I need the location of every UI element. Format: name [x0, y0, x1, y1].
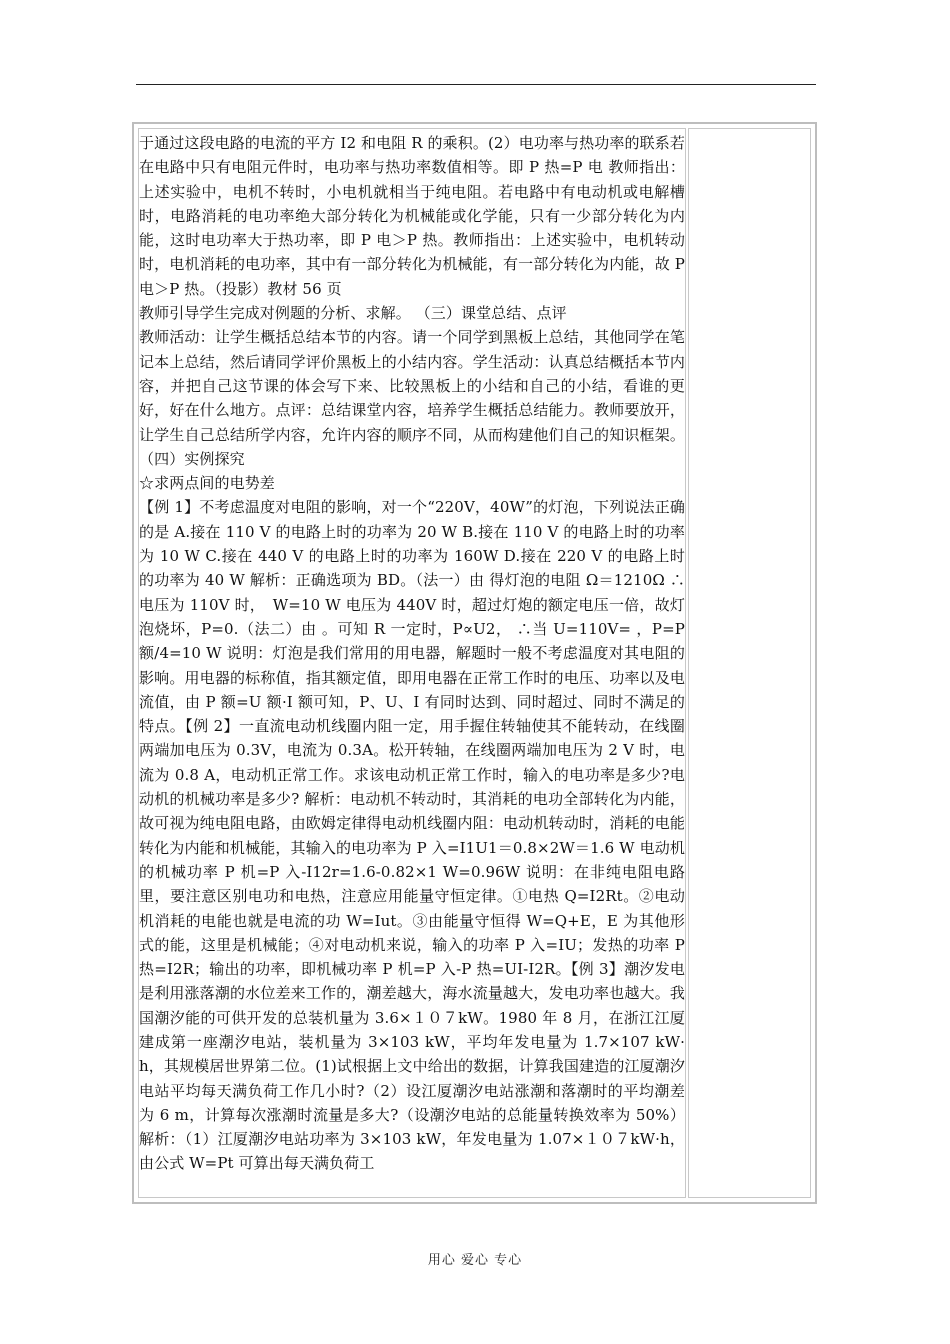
paragraph-2: 教师引导学生完成对例题的分析、求解。 （三）课堂总结、点评 [139, 304, 567, 323]
body-text [139, 129, 685, 1176]
content-cell [138, 128, 686, 1198]
paragraph-4: ☆求两点间的电势差 [139, 474, 275, 493]
paragraph-3: 教师活动：让学生概括总结本节的内容。请一个同学到黑板上总结，其他同学在笔记本上总结，然后请同学评价黑板上的小结内容。学生活动：认真总结概括本节内容，并把自己这节课的体会写下来、比较黑板上的小结和自己的小结，看谁的更好，好在什么地方。点评：总结课堂内容，培养学生概括总结能力。教师要放开，让学生自己总结所学内容，允许内容的顺序不同，从而构建他们自己的知识框架。 （四）实例探究 [139, 328, 685, 468]
content-table [132, 122, 817, 1204]
paragraph-1: 于通过这段电路的电流的平方 I2 和电阻 R 的乘积。(2）电功率与热功率的联系若在电路中只有电阻元件时，电功率与热功率数值相等。即 P 热=P 电 教师指出：上述实验中，电机不转时，小电机就相当于纯电阻。若电路中有电动机或电解槽时，电路消耗的电功率绝大部分转化为机械能或化学能，只有一少部分转化为内能，这时电功率大于热功率，即 P 电＞P 热。教师指出：上述实验中，电机转动时，电机消耗的电功率，其中有一部分转化为机械能，有一部分转化为内能，故 P 电＞P 热。（投影）教材 56 页 [139, 134, 685, 298]
page-footer: 用心 爱心 专心 [427, 1253, 523, 1268]
notes-cell [688, 128, 811, 1198]
header-rule [136, 84, 816, 85]
paragraph-5: 【例 1】不考虑温度对电阻的影响，对一个“220V，40W”的灯泡，下列说法正确的是 A.接在 110 V 的电路上时的功率为 20 W B.接在 110 V 的电路上时的功率为 10 W C.接在 440 V 的电路上时的功率为 160W D.接在 220 V 的电路上时的功率为 40 W 解析：正确选项为 BD。（法一）由 得灯泡的电阻 Ω＝1210Ω ∴电压为 110V 时， W=10 W 电压为 440V 时，超过灯炮的额定电压一倍，故灯泡烧坏，P=0.（法二）由 。可知 R 一定时，P∝U2， ∴当 U=110V= ，P=P 额/4=10 W 说明：灯泡是我们常用的用电器，解题时一般不考虑温度对其电阻的影响。用电器的标称值，指其额定值，即用电器在正常工作时的电压、功率以及电流值，由 P 额=U 额·I 额可知，P、U、I 有同时达到、同时超过、同时不满足的特点。【例 2】一直流电动机线圈内阻一定，用手握住转轴使其不能转动，在线圈两端加电压为 0.3V，电流为 0.3A。松开转轴，在线圈两端加电压为 2 V 时，电流为 0.8 A，电动机正常工作。求该电动机正常工作时，输入的电功率是多少?电动机的机械功率是多少? 解析：电动机不转动时，其消耗的电功全部转化为内能，故可视为纯电阻电路，由欧姆定律得电动机线圈内阻：电动机转动时，消耗的电能转化为内能和机械能，其输入的电功率为 P 入=I1U1＝0.8×2W＝1.6 W 电动机的机械功率 P 机=P 入-I12r=1.6-0.82×1 W=0.96W 说明：在非纯电阻电路里，要注意区别电功和电热，注意应用能量守恒定律。①电热 Q=I2Rt。②电动机消耗的电能也就是电流的功 W=Iut。③由能量守恒得 W=Q+E，E 为其他形式的能，这里是机械能；④对电动机来说，输入的功率 P 入=IU；发热的功率 P 热=I2R；输出的功率，即机械功率 P 机=P 入-P 热=UI-I2R。【例 3】潮汐发电是利用涨落潮的水位差来工作的，潮差越大，海水流量越大，发电功率也越大。我国潮汐能的可供开发的总装机量为 3.6×１０７kW。1980 年 8 月，在浙江江厦建成第一座潮汐电站，装机量为 3×103 kW，平均年发电量为 1.7×107 kW·h，其规模居世界第二位。(1)试根据上文中给出的数据，计算我国建造的江厦潮汐电站平均每天满负荷工作几小时?（2）设江厦潮汐电站涨潮和落潮时的平均潮差为 6 m，计算每次涨潮时流量是多大?（设潮汐电站的总能量转换效率为 50%）解析：（1）江厦潮汐电站功率为 3×103 kW，年发电量为 1.07×１０７kW·h，由公式 W=Pt 可算出每天满负荷工 [139, 498, 685, 1173]
